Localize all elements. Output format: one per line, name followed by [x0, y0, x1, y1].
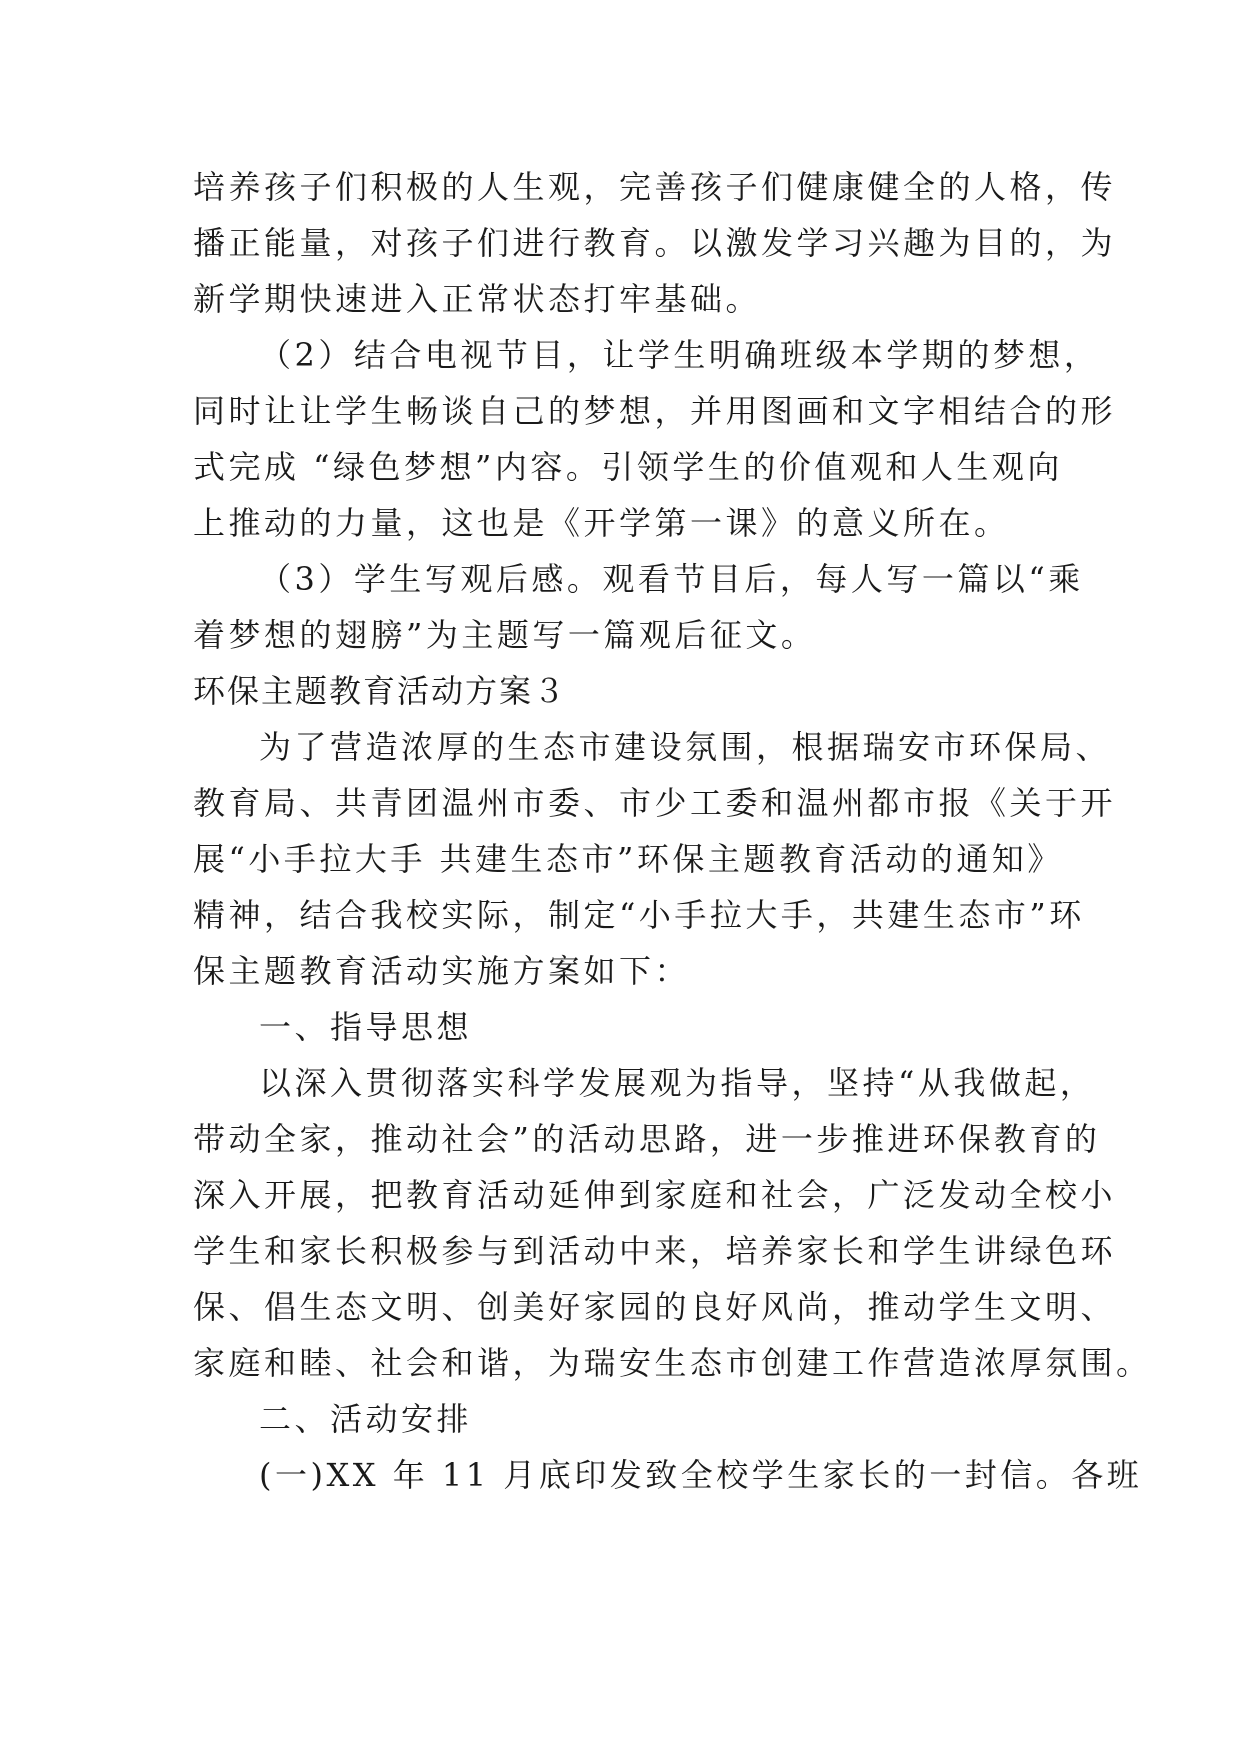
section-title: 环保主题教育活动方案３: [193, 672, 568, 710]
paragraph-start-line: (一)XX 年 11 月底印发致全校学生家长的一封信。各班: [259, 1456, 1143, 1494]
body-line: 带动全家，推动社会”的活动思路，进一步推进环保教育的: [193, 1120, 1101, 1158]
body-line: 保主题教育活动实施方案如下：: [193, 952, 691, 990]
body-line: 上推动的力量，这也是《开学第一课》的意义所在。: [193, 504, 1010, 542]
body-line: 同时让让学生畅谈自己的梦想，并用图画和文字相结合的形: [193, 392, 1117, 430]
body-line: 保、倡生态文明、创美好家园的良好风尚，推动学生文明、: [193, 1288, 1117, 1326]
body-line: 家庭和睦、社会和谐，为瑞安生态市创建工作营造浓厚氛围。: [193, 1344, 1152, 1382]
body-line: 深入开展，把教育活动延伸到家庭和社会，广泛发动全校小: [193, 1176, 1117, 1214]
body-line: 新学期快速进入正常状态打牢基础。: [193, 280, 762, 318]
paragraph-start-line: 以深入贯彻落实科学发展观为指导，坚持“从我做起，: [259, 1064, 1096, 1102]
paragraph-start-line: 为了营造浓厚的生态市建设氛围，根据瑞安市环保局、: [259, 728, 1112, 766]
paragraph-start-line: （2）结合电视节目，让学生明确班级本学期的梦想，: [259, 336, 1100, 374]
body-line: 播正能量，对孩子们进行教育。以激发学习兴趣为目的，为: [193, 224, 1117, 262]
body-line: 展“小手拉大手 共建生态市”环保主题教育活动的通知》: [193, 840, 1063, 878]
body-line: 培养孩子们积极的人生观，完善孩子们健康健全的人格，传: [193, 168, 1117, 206]
subheading: 一、指导思想: [259, 1008, 473, 1046]
body-line: 教育局、共青团温州市委、市少工委和温州都市报《关于开: [193, 784, 1117, 822]
body-line: 式完成 “绿色梦想”内容。引领学生的价值观和人生观向: [193, 448, 1063, 486]
paragraph-start-line: （3）学生写观后感。观看节目后，每人写一篇以“乘: [259, 560, 1084, 598]
body-line: 学生和家长积极参与到活动中来，培养家长和学生讲绿色环: [193, 1232, 1117, 1270]
subheading: 二、活动安排: [259, 1400, 473, 1438]
body-line: 着梦想的翅膀”为主题写一篇观后征文。: [193, 616, 817, 654]
body-line: 精神，结合我校实际，制定“小手拉大手，共建生态市”环: [193, 896, 1085, 934]
